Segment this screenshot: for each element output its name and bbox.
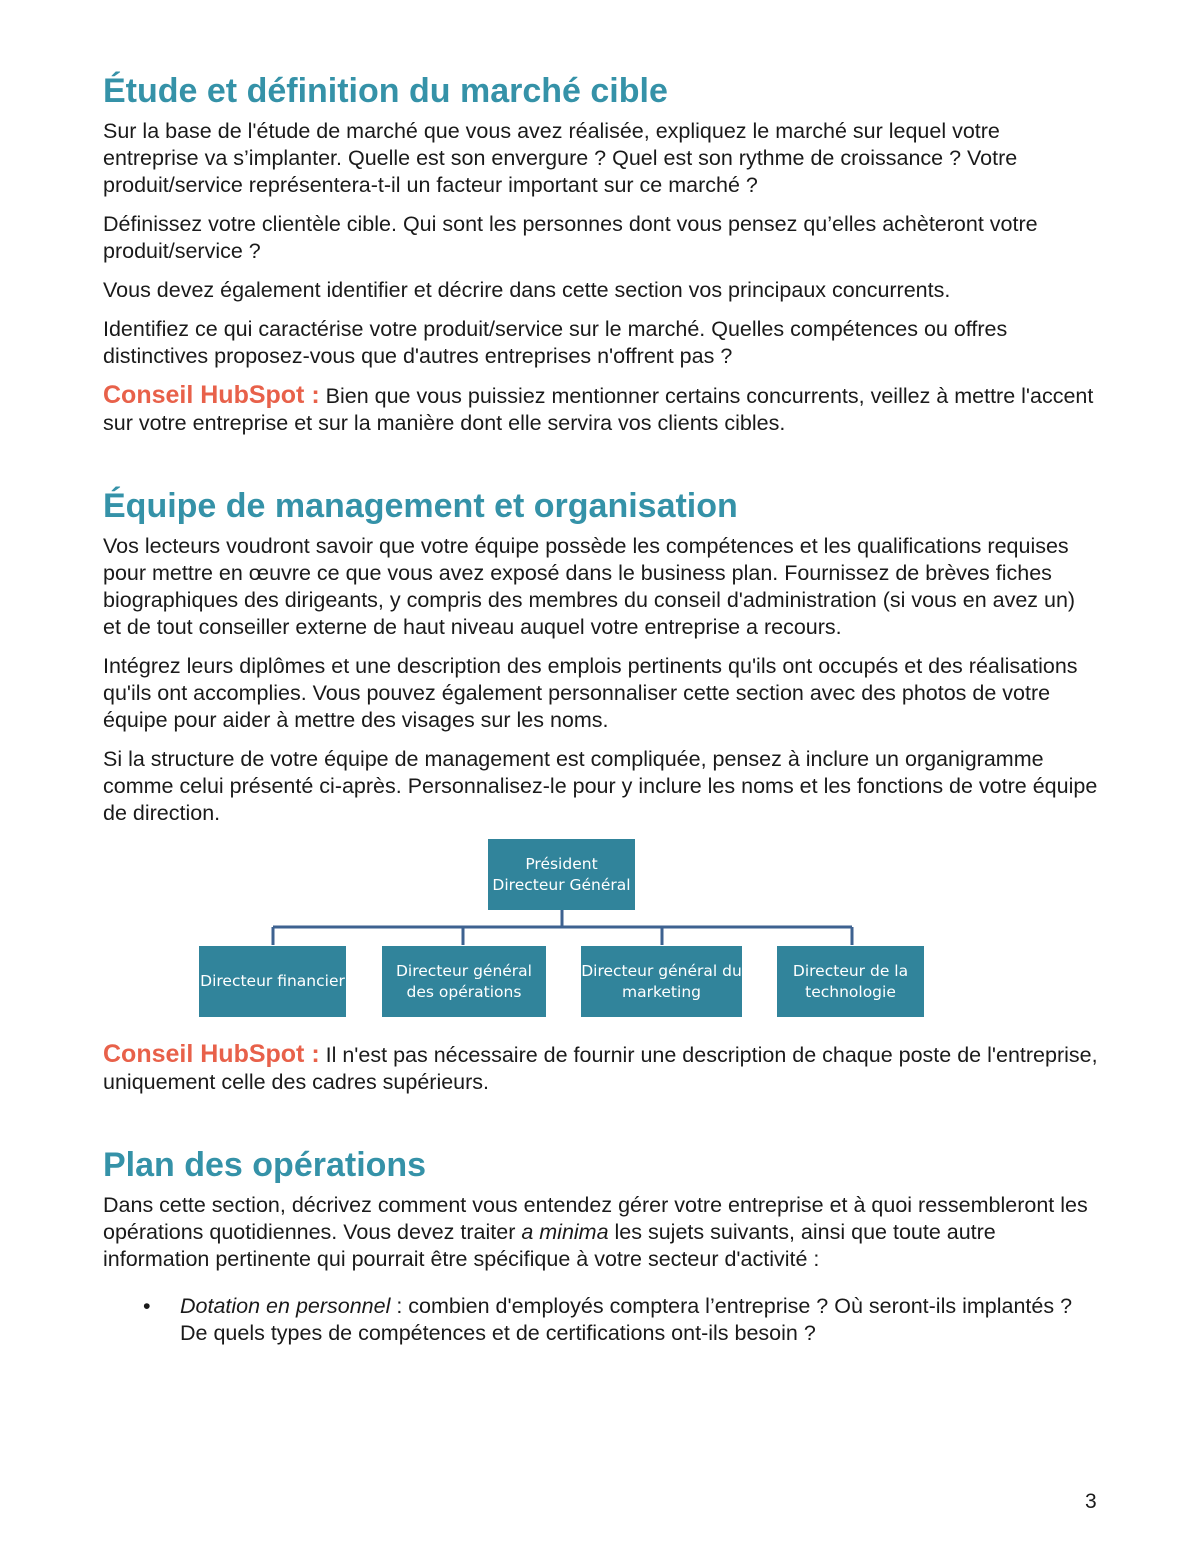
tip-text: Il n'est pas nécessaire de fournir une description de chaque poste de l'entreprise, uniquement celle des cadres supérieurs. (103, 1043, 1098, 1094)
page-number: 3 (1085, 1490, 1097, 1513)
org-box-coo (382, 946, 546, 1017)
document-page (103, 70, 1098, 1347)
paragraph: Identifiez ce qui caractérise votre produit/service sur le marché. Quelles compétences ou offres distinctives proposez-vous que d'autres entreprises n'offrent pas ? (103, 317, 1008, 368)
org-box-president (488, 839, 635, 910)
paragraph: Sur la base de l'étude de marché que vous avez réalisée, expliquez le marché sur lequel votre entreprise va s’implanter. Quelle est son envergure ? Quel est son rythme de croissance ? Votre produit/service représentera-t-il un facteur important sur ce marché ? (103, 119, 1018, 197)
hubspot-tip (103, 382, 1098, 437)
paragraph: Vos lecteurs voudront savoir que votre équipe possède les compétences et les qualifications requises pour mettre en œuvre ce que vous avez exposé dans le business plan. Fournissez de brèves fiches biographiques des dirigeants, y compris des membres du conseil d'administration (si vous en avez un) et de tout conseiller externe de haut niveau auquel votre entreprise a recours. (103, 534, 1076, 639)
org-box-line: Directeur Général (492, 875, 631, 894)
org-box-line: Directeur de la (792, 961, 909, 980)
section-market (103, 70, 1098, 437)
org-box-cto (777, 946, 924, 1017)
paragraph: Si la structure de votre équipe de management est compliquée, pensez à inclure un organigramme comme celui présenté ci-après. Personnalisez-le pour y inclure les noms et les fonctions de votre équipe de direction. (103, 747, 1098, 825)
paragraph-emphasis: a minima (521, 1220, 609, 1244)
org-box-line: Directeur général du (581, 961, 742, 980)
org-box-line: Président (525, 854, 598, 873)
paragraph: Vous devez également identifier et décrire dans cette section vos principaux concurrents. (103, 278, 951, 302)
paragraph-text: les sujets suivants, ainsi que toute autre information pertinente qui pourrait être spécifique à votre secteur d'activité : (103, 1220, 996, 1271)
org-box-line: Directeur général (396, 961, 532, 980)
org-box-line: marketing (622, 982, 701, 1001)
tip-text: Bien que vous puissiez mentionner certains concurrents, veillez à mettre l'accent sur votre entreprise et sur la manière dont elle servira vos clients cibles. (103, 384, 1094, 435)
hubspot-tip (103, 1041, 1098, 1096)
section-team (103, 485, 1098, 1096)
org-box-line: Directeur financier (200, 972, 345, 990)
section-title-market: Étude et définition du marché cible (103, 72, 668, 110)
org-box-cfo (199, 946, 346, 1017)
paragraph (103, 1192, 1098, 1273)
bullet-icon: • (143, 1294, 151, 1318)
org-box-cmo (581, 946, 742, 1017)
bullet-list (103, 1293, 1098, 1347)
org-chart (103, 839, 1098, 1029)
org-box-line: technologie (805, 982, 896, 1001)
section-title-operations: Plan des opérations (103, 1146, 427, 1184)
section-title-team: Équipe de management et organisation (103, 487, 738, 525)
paragraph: Intégrez leurs diplômes et une description des emplois pertinents qu'ils ont occupés et des réalisations qu'ils ont accomplies. Vous pouvez également personnaliser cette section avec des photos de votre équipe pour aider à mettre des visages sur les noms. (103, 654, 1078, 732)
tip-label: Conseil HubSpot : (103, 381, 320, 409)
tip-label: Conseil HubSpot : (103, 1040, 320, 1068)
list-item (103, 1293, 1098, 1347)
org-box-line: des opérations (406, 982, 522, 1001)
paragraph: Définissez votre clientèle cible. Qui sont les personnes dont vous pensez qu’elles achèteront votre produit/service ? (103, 212, 1038, 263)
section-operations (103, 1144, 1098, 1347)
list-item-term: Dotation en personnel (180, 1294, 391, 1318)
paragraph-text: Dans cette section, décrivez comment vous entendez gérer votre entreprise et à quoi ressembleront les opérations quotidiennes. Vous devez traiter (103, 1193, 1088, 1244)
list-item-text: : combien d'employés comptera l’entreprise ? Où seront-ils implantés ? De quels types de compétences et de certifications ont-ils besoin ? (180, 1294, 1073, 1345)
